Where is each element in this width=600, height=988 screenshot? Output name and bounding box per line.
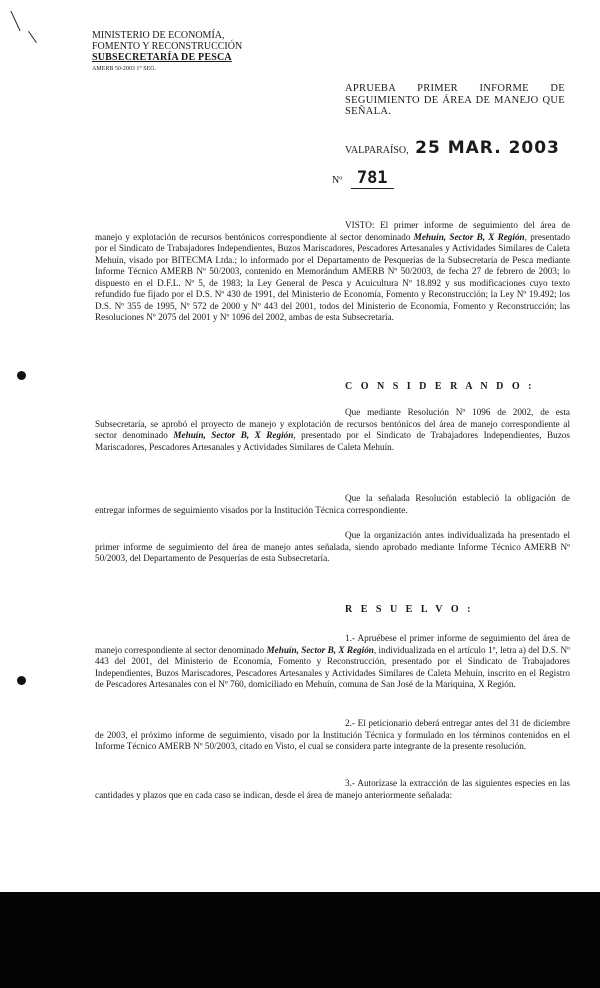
visto-lead: VISTO: bbox=[345, 220, 375, 230]
resuelvo-item-2: 2.- El peticionario deberá entregar antes del 31 de diciembre de 2003, el próximo informe de seguimiento, visado por la Institución Técnica y formulado en los términos contenidos en el Informe Técnico AMERB Nº 50/2003, citado en Visto, el cual se considera parte integrante de la presente resolución. bbox=[95, 718, 570, 751]
considerando-heading: C O N S I D E R A N D O : bbox=[345, 381, 535, 392]
resuelvo-item-1: 1.- Apruébese el primer informe de seguimiento del área de manejo correspondiente al sector denominado Mehuín, Sector B, X Región, individualizada en el artículo 1º, letra a) del D.S. Nº 443 del 2001, del Ministerio de Economía, Fomento y Reconstrucción, presentado por el Sindicato de Trabajadores Independientes, Buzos Mariscadores, Pescadores Artesanales y Actividades Similares de Caleta Mehuín, inscrito en el Registro de Pescadores Artesanales con el Nº 760, domiciliado en Mehuín, comuna de San José de la Mariquina, X Región. bbox=[95, 633, 570, 689]
reference-code: AMERB 50-2003 1° SEG. bbox=[92, 66, 157, 72]
visto-paragraph: VISTO: El primer informe de seguimiento del área de manejo y explotación de recursos bentónicos correspondiente al sector denominado Mehuín, Sector B, X Región, presentado por el Sindicato de Trabajadores Independientes, Buzos Mariscadores, Pescadores Artesanales y Actividades Similares de Caleta Mehuín, visado por BITECMA Ltda.; lo informado por el Departamento de Pesquerías de la Subsecretaría de Pesca mediante Informe Técnico AMERB Nº 50/2003, contenido en Memorándum AMERB Nº 50/2003, de fecha 27 de febrero de 2003; lo dispuesto en el D.F.L. Nº 5, de 1983; la Ley General de Pesca y Acuicultura Nº 18.892 y sus modificaciones cuyo texto refundido fue fijado por el D.S. Nº 430 de 1991, del Ministerio de Economía, Fomento y Reconstrucción; la Ley Nº 19.492; los D.S. Nº 355 de 1995, Nº 572 de 2000 y Nº 443 del 2001, todos del Ministerio de Economía, Fomento y Reconstrucción; las Resoluciones Nº 2075 del 2001 y Nº 1096 del 2002, ambas de esta Subsecretaría. bbox=[95, 220, 571, 322]
punch-hole bbox=[17, 371, 26, 380]
considerando-paragraph-2: Que la señalada Resolución estableció la obligación de entregar informes de seguimiento visados por la Institución Técnica correspondiente. bbox=[95, 493, 570, 515]
ministry-line-2: FOMENTO Y RECONSTRUCCIÓN bbox=[92, 41, 243, 52]
punch-hole bbox=[17, 676, 26, 685]
scan-bottom-band bbox=[0, 892, 600, 988]
number-prefix: Nº bbox=[332, 175, 343, 186]
sector-name: Mehuín, Sector B, X Región bbox=[266, 644, 374, 655]
letterhead bbox=[92, 30, 282, 73]
scan-mark bbox=[10, 11, 20, 31]
considerando-paragraph-1: Que mediante Resolución Nº 1096 de 2002, de esta Subsecretaría, se aprobó el proyecto de manejo y explotación de recursos bentónicos del área de manejo correspondiente al sector denominado Mehuín, Sector B, X Región, presentado por el Sindicato de Trabajadores Independientes, Buzos Mariscadores, Pescadores Artesanales y Actividades Similares de Caleta Mehuín. bbox=[95, 407, 570, 452]
resolution-number bbox=[332, 168, 394, 188]
resuelvo-heading: R E S U E L V O : bbox=[345, 604, 474, 615]
place-date bbox=[345, 138, 560, 158]
subject-summary: APRUEBA PRIMER INFORME DE SEGUIMIENTO DE ÁREA DE MANEJO QUE SEÑALA. bbox=[345, 83, 565, 117]
resuelvo-item-3: 3.- Autorízase la extracción de las siguientes especies en las cantidades y plazos que en cada caso se indican, desde el área de manejo anteriormente señalada: bbox=[95, 778, 570, 800]
scan-mark bbox=[28, 31, 37, 43]
subsecretaria-line: SUBSECRETARÍA DE PESCA bbox=[92, 52, 232, 63]
city: VALPARAÍSO, bbox=[345, 145, 409, 156]
ministry-line: MINISTERIO DE ECONOMÍA, bbox=[92, 30, 225, 41]
considerando-paragraph-3: Que la organización antes individualizada ha presentado el primer informe de seguimiento del área de manejo antes señalada, siendo aprobado mediante Informe Técnico AMERB Nº 50/2003, del Departamento de Pesquerías de esta Subsecretaría. bbox=[95, 530, 570, 563]
number-value: 781 bbox=[351, 168, 394, 189]
sector-name: Mehuín, Sector B, X Región bbox=[173, 430, 294, 440]
date-stamp: 25 MAR. 2003 bbox=[415, 138, 560, 158]
sector-name: Mehuín, Sector B, X Región bbox=[413, 231, 525, 242]
